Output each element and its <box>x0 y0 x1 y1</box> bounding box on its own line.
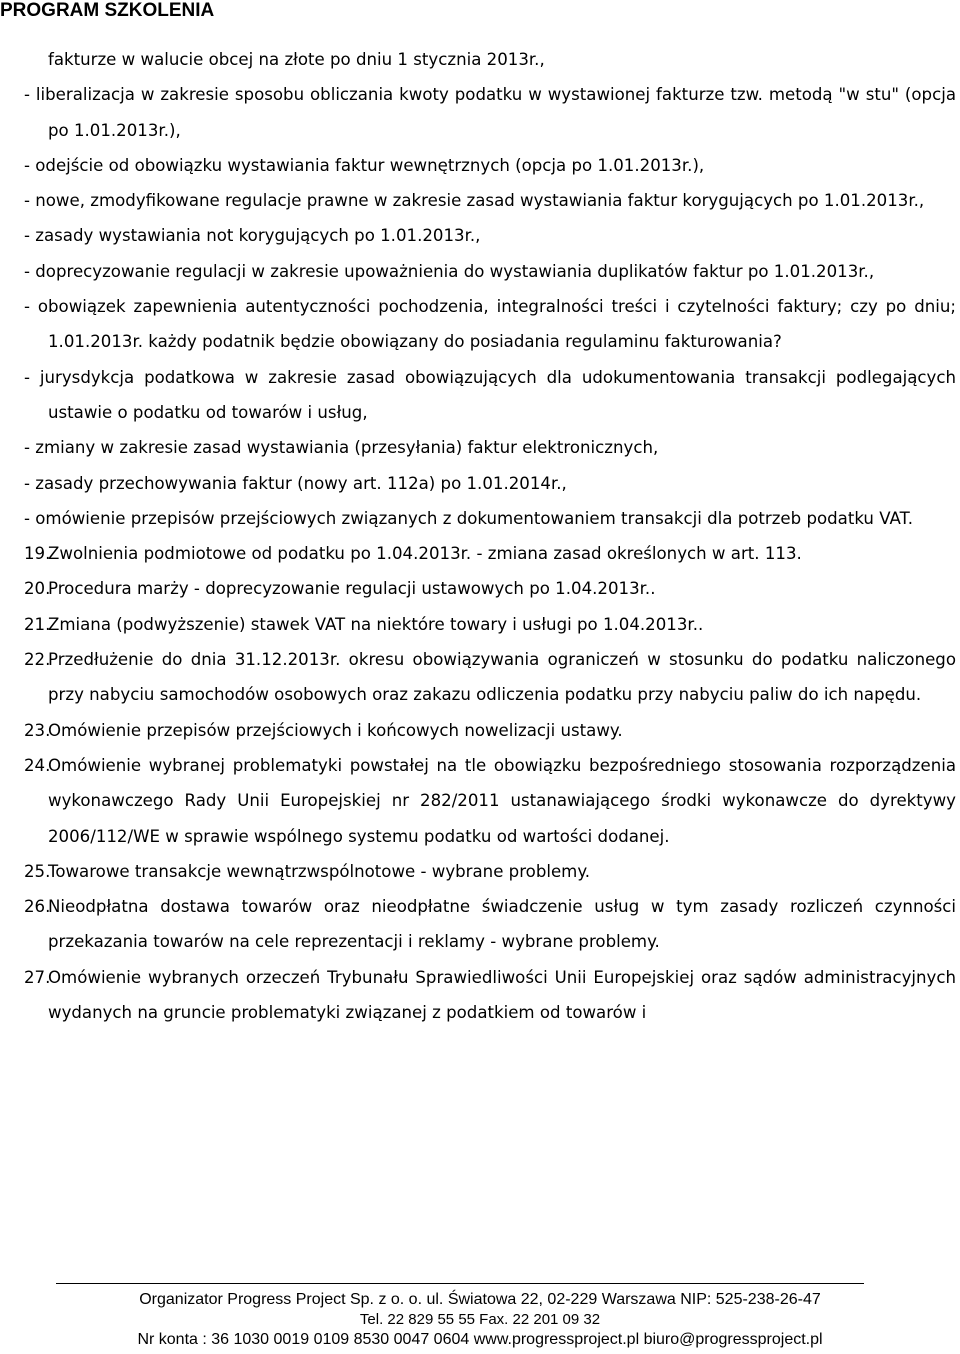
document-header-title: PROGRAM SZKOLENIA <box>0 0 215 21</box>
bullet-item: - obowiązek zapewnienia autentyczności pochodzenia, integralności treści i czytelności faktury; czy po dniu; 1.01.2013r. każdy podatnik będzie obowiązany do posiadania regulaminu fakturowania? <box>24 297 956 352</box>
document-body <box>24 42 956 1030</box>
footer-organizer-line: Organizator Progress Project Sp. z o. o. ul. Światowa 22, 02-229 Warszawa NIP: 525-238-26-47 <box>139 1291 821 1308</box>
item-number: 24. <box>24 755 51 775</box>
numbered-item <box>24 571 956 606</box>
bullet-item: - zasady wystawiania not korygujących po 1.01.2013r., <box>24 226 481 246</box>
item-number: 20. <box>24 579 51 599</box>
item-number: 23. <box>24 720 51 740</box>
bullet-item: - liberalizacja w zakresie sposobu obliczania kwoty podatku w wystawionej fakturze tzw. metodą "w stu" (opcja po 1.01.2013r.), <box>24 85 956 140</box>
bullet-item: - jurysdykcja podatkowa w zakresie zasad obowiązujących dla udokumentowania transakcji podlegających ustawie o podatku od towarów i usług, <box>24 367 956 422</box>
numbered-item <box>24 748 956 854</box>
numbered-item <box>24 713 956 748</box>
numbered-item <box>24 854 956 889</box>
bullet-item: - nowe, zmodyfikowane regulacje prawne w zakresie zasad wystawiania faktur korygujących po 1.01.2013r., <box>24 191 925 211</box>
item-number: 21. <box>24 614 51 634</box>
bullet-item: - doprecyzowanie regulacji w zakresie upoważnienia do wystawiania duplikatów faktur po 1.01.2013r., <box>24 261 875 281</box>
footer-divider <box>56 1283 864 1284</box>
numbered-item <box>24 889 956 960</box>
item-text: Towarowe transakcje wewnątrzwspólnotowe - wybrane problemy. <box>48 861 591 881</box>
numbered-item <box>24 642 956 713</box>
numbered-item <box>24 536 956 571</box>
item-text: Nieodpłatna dostawa towarów oraz nieodpłatne świadczenie usług w tym zasady rozliczeń czynności przekazania towarów na cele reprezentacji i reklamy - wybrane problemy. <box>48 897 956 952</box>
item-number: 26. <box>24 897 51 917</box>
item-number: 27. <box>24 967 51 987</box>
item-text: Omówienie wybranych orzeczeń Trybunału Sprawiedliwości Unii Europejskiej oraz sądów administracyjnych wydanych na gruncie problematyki związanej z podatkiem od towarów i <box>48 967 956 1023</box>
footer-account-line: Nr konta : 36 1030 0019 0109 8530 0047 0604 www.progressproject.pl biuro@progressproject.pl <box>137 1331 823 1348</box>
item-text: Zmiana (podwyższenie) stawek VAT na niektóre towary i usługi po 1.04.2013r.. <box>48 614 704 634</box>
numbered-item <box>24 960 956 1031</box>
bullet-item: - zmiany w zakresie zasad wystawiania (przesyłania) faktur elektronicznych, <box>24 438 659 458</box>
footer-phone-line: Tel. 22 829 55 55 Fax. 22 201 09 32 <box>359 1311 601 1328</box>
item-text: Omówienie przepisów przejściowych i końcowych nowelizacji ustawy. <box>48 720 623 740</box>
bullet-item: - odejście od obowiązku wystawiania faktur wewnętrznych (opcja po 1.01.2013r.), <box>24 155 705 175</box>
item-number: 25. <box>24 861 51 881</box>
bullet-item: - zasady przechowywania faktur (nowy art. 112a) po 1.01.2014r., <box>24 473 567 493</box>
numbered-item <box>24 607 956 642</box>
item-text: Procedura marży - doprecyzowanie regulacji ustawowych po 1.04.2013r.. <box>48 579 656 599</box>
item-text: Omówienie wybranej problematyki powstałej na tle obowiązku bezpośredniego stosowania rozporządzenia wykonawczego Rady Unii Europejskiej nr 282/2011 ustanawiającego środki wykonawcze do dyrektywy 2006/112/WE w sprawie wspólnego systemu podatku od wartości dodanej. <box>48 755 956 846</box>
bullet-item: - omówienie przepisów przejściowych związanych z dokumentowaniem transakcji dla potrzeb podatku VAT. <box>24 508 914 528</box>
item-text: Zwolnienia podmiotowe od podatku po 1.04.2013r. - zmiana zasad określonych w art. 113. <box>48 544 802 564</box>
continued-text: fakturze w walucie obcej na złote po dniu 1 stycznia 2013r., <box>48 50 545 69</box>
item-text: Przedłużenie do dnia 31.12.2013r. okresu obowiązywania ograniczeń w stosunku do podatku naliczonego przy nabyciu samochodów osobowych oraz zakazu odliczenia podatku przy nabyciu paliw do ich napędu. <box>48 650 956 705</box>
item-number: 22. <box>24 650 51 670</box>
item-number: 19. <box>24 544 51 564</box>
